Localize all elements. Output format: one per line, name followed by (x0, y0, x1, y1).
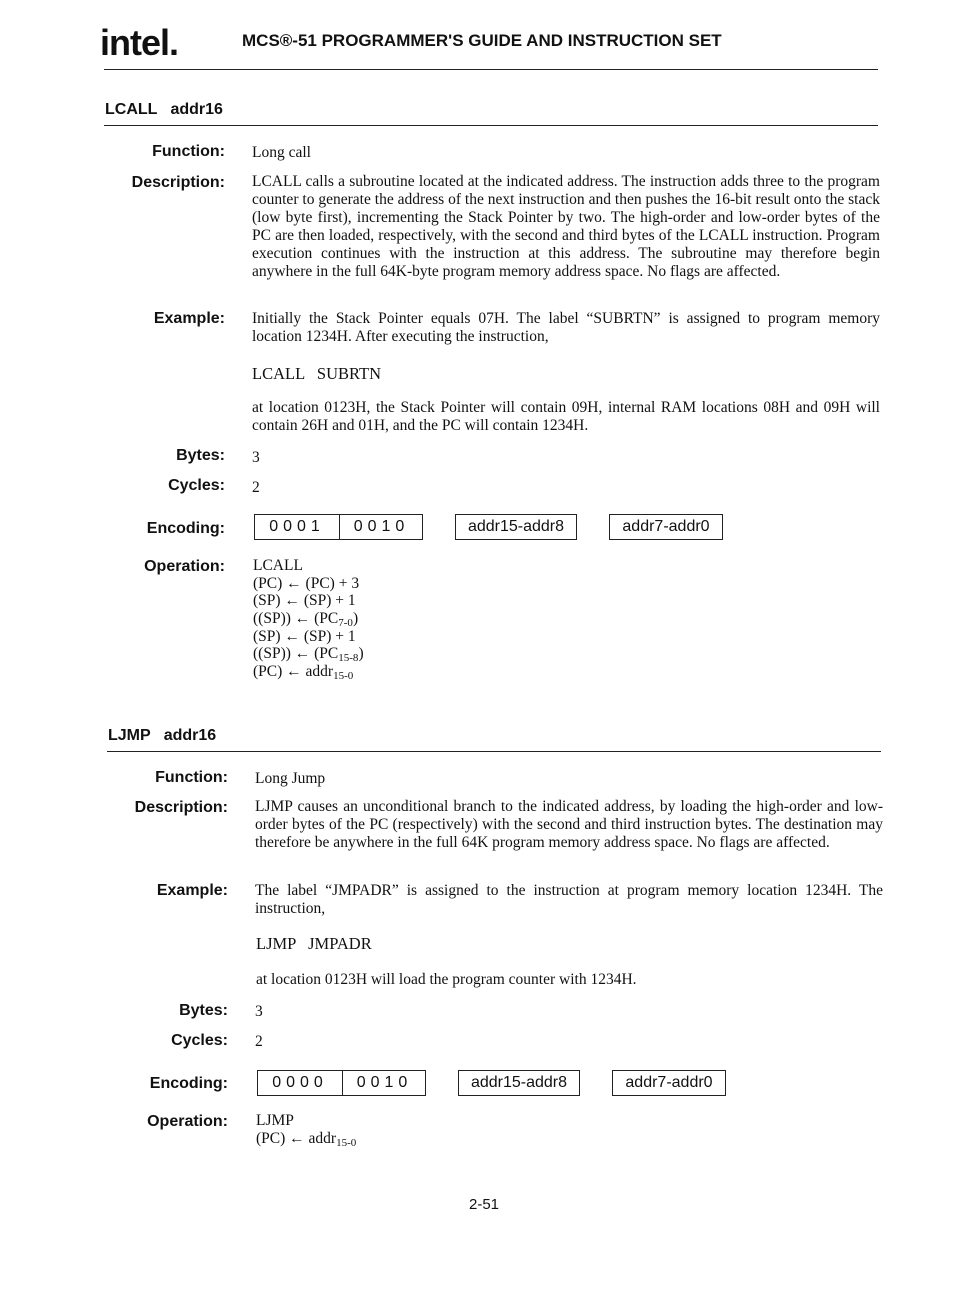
page-number: 2-51 (468, 1196, 500, 1213)
cycles-label: Cycles: (171, 1032, 228, 1049)
function-text: Long call (252, 144, 311, 161)
operation-line: (PC) ← addr$_{15-0}$ (256, 1129, 357, 1149)
operation-line: ((SP)) ← $(PC_{15-8})$ (253, 645, 364, 665)
operation-line: ((SP)) ← $(PC_{7-0})$ (253, 610, 359, 630)
bytes-label: Bytes: (179, 1002, 228, 1019)
intel-logo: intel. (100, 22, 179, 63)
example-after-text: at location 0123H will load the program counter with 1234H. (256, 971, 637, 988)
description-label: Description: (134, 799, 228, 816)
section-rule-ljmp (107, 751, 881, 752)
encoding-nibble-high: 0001 (269, 518, 325, 535)
example-code: LJMP JMPADR (256, 934, 372, 953)
encoding-byte2-box: addr15-addr8 (455, 514, 577, 540)
section-title-ljmp: LJMP addr16 (108, 727, 217, 744)
operation-line: (SP) ← (SP) + 1 (253, 627, 356, 645)
description-label: Description: (131, 174, 225, 191)
description-text: LJMP causes an unconditional branch to the indicated address, by loading the high-order and low-order bytes of the PC (respectively) with the second and third instruction bytes. The destination may therefore be anywhere in the full 64K program memory address space. No flags are affected. (255, 798, 883, 851)
encoding-byte3-box: addr7-addr0 (609, 514, 723, 540)
section-title-lcall: LCALL addr16 (105, 101, 223, 118)
encoding-label: Encoding: (146, 520, 225, 537)
operation-line: LJMP (256, 1112, 294, 1129)
encoding-byte2-box: addr15-addr8 (458, 1070, 580, 1096)
operation-line: (PC) ← addr$_{15-0}$ (253, 663, 354, 683)
cycles-value: 2 (252, 479, 260, 496)
cycles-label: Cycles: (168, 477, 225, 494)
bytes-value: 3 (255, 1003, 263, 1020)
operation-line: (SP) ← (SP) + 1 (253, 592, 356, 610)
encoding-nibble-low: 0010 (356, 1074, 413, 1091)
description-text: LCALL calls a subroutine located at the indicated address. The instruction adds three to the program counter to generate the address of the next instruction and then pushes the 16-bit result onto the stack (low byte first), incrementing the Stack Pointer by two. The high-order and low-order bytes of the PC are then loaded, respectively, with the second and third bytes of the LCALL instruction. Program execution continues with the instruction at this address. The subroutine may therefore begin anywhere in the full 64K-byte program memory address space. No flags are affected. (252, 173, 880, 280)
operation-line: LCALL (253, 557, 303, 574)
function-label: Function: (155, 769, 228, 786)
encoding-label: Encoding: (149, 1075, 228, 1092)
example-label: Example: (156, 882, 228, 899)
bytes-value: 3 (252, 449, 260, 466)
operation-block (256, 1112, 356, 1147)
bytes-label: Bytes: (176, 447, 225, 464)
encoding-opcode-box (254, 514, 423, 540)
example-code: LCALL SUBRTN (252, 364, 382, 383)
encoding-byte3-box: addr7-addr0 (612, 1070, 726, 1096)
encoding-opcode-box (257, 1070, 426, 1096)
operation-label: Operation: (147, 1113, 228, 1130)
encoding-nibble-low: 0010 (353, 518, 410, 535)
encoding-nibble-divider (339, 515, 340, 539)
page-header-title: MCS®-51 PROGRAMMER'S GUIDE AND INSTRUCTION SET (242, 31, 722, 50)
operation-block (253, 557, 364, 681)
cycles-value: 2 (255, 1033, 263, 1050)
example-text: Initially the Stack Pointer equals 07H. The label “SUBRTN” is assigned to program memory location 1234H. After executing the instruction, (252, 310, 880, 345)
function-label: Function: (152, 143, 225, 160)
section-rule-lcall (104, 125, 878, 126)
example-label: Example: (153, 310, 225, 327)
example-after-text: at location 0123H, the Stack Pointer will contain 09H, internal RAM locations 08H and 09H will contain 26H and 01H, and the PC will contain 1234H. (252, 399, 880, 434)
operation-line: (PC) ← (PC) + 3 (253, 574, 360, 592)
encoding-nibble-high: 0000 (272, 1074, 328, 1091)
function-text: Long Jump (255, 770, 326, 787)
operation-label: Operation: (144, 558, 225, 575)
header-rule (104, 69, 878, 70)
example-text: The label “JMPADR” is assigned to the instruction at program memory location 1234H. The instruction, (255, 882, 883, 917)
encoding-nibble-divider (342, 1071, 343, 1095)
